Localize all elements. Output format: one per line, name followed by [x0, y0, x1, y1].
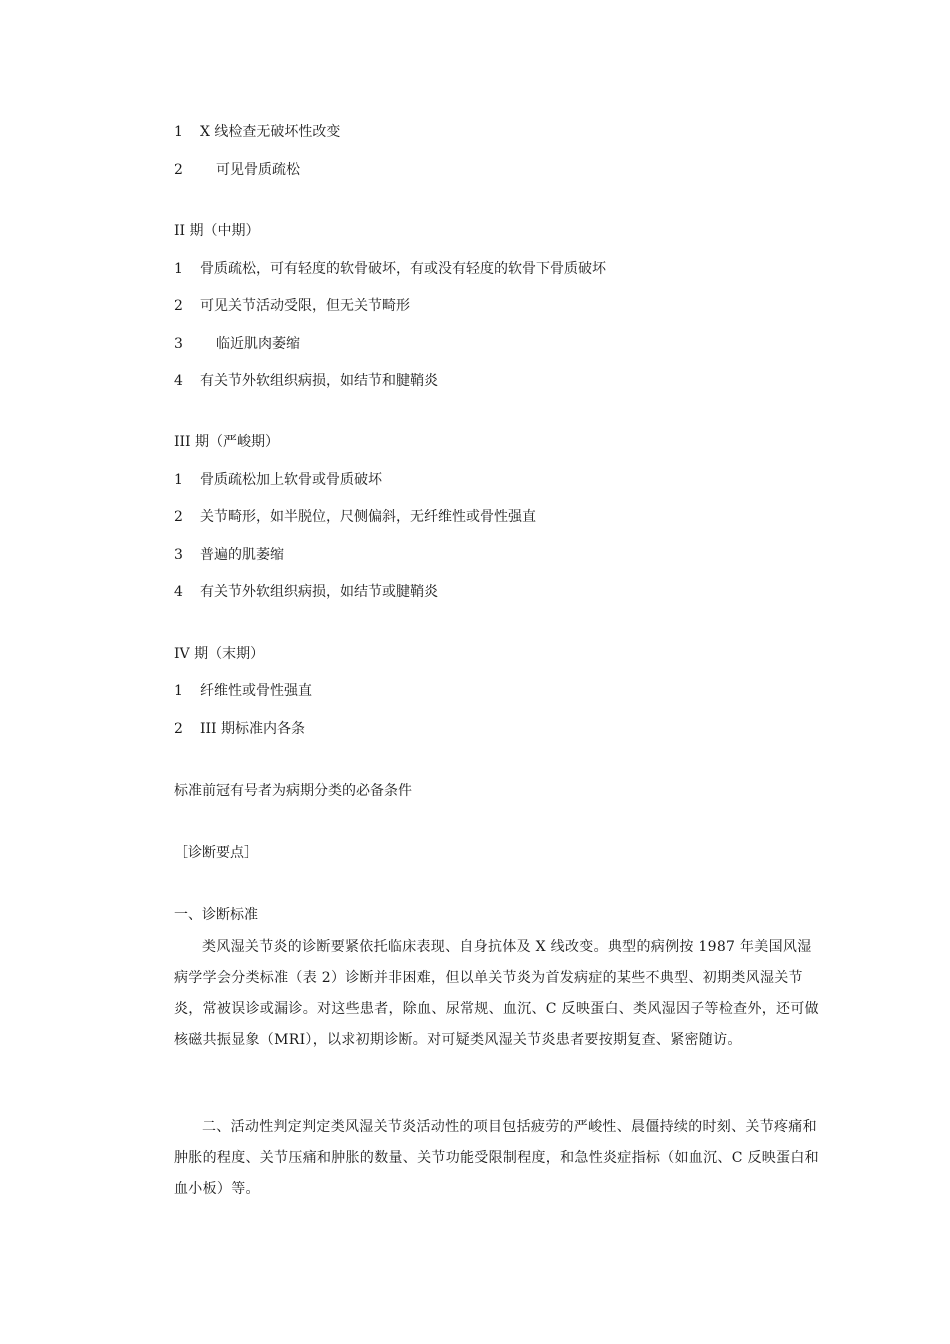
item-number: 2 — [174, 721, 183, 737]
stage2-title: II 期（中期） — [174, 223, 260, 239]
item-number: 1 — [174, 683, 183, 699]
stage1-item-2 — [174, 160, 300, 180]
item-number: 1 — [174, 124, 183, 140]
stage1-item-1 — [174, 122, 340, 142]
stage2-item-4 — [174, 371, 438, 391]
section1-paragraph: 类风湿关节炎的诊断要紧依托临床表现、自身抗体及 X 线改变。典型的病例按 1987 年美国风湿病学学会分类标准（表 2）诊断并非困难，但以单关节炎为首发病症的某些不典型、初期类风湿关节炎，常被误诊或漏诊。对这些患者，除血、尿常规、血沉、C 反映蛋白、类风湿因子等检查外，还可做核磁共振显象（MRI），以求初期诊断。对可疑类风湿关节炎患者要按期复查、紧密随访。 — [174, 939, 819, 1048]
item-number: 1 — [174, 472, 183, 488]
item-text: 骨质疏松加上软骨或骨质破坏 — [200, 472, 382, 488]
stage3-item-1 — [174, 470, 382, 490]
classification-note: 标准前冠有号者为病期分类的必备条件 — [174, 783, 412, 799]
stage3-item-2 — [174, 507, 536, 527]
item-text: 骨质疏松，可有轻度的软骨破坏，有或没有轻度的软骨下骨质破坏 — [200, 261, 606, 277]
item-number: 1 — [174, 261, 183, 277]
stage3-item-4 — [174, 582, 438, 602]
item-text: 临近肌肉萎缩 — [216, 336, 300, 352]
item-number: 4 — [174, 373, 183, 389]
stage3-item-3 — [174, 545, 284, 565]
item-text: 普遍的肌萎缩 — [200, 547, 284, 563]
section1-title: 一、诊断标准 — [174, 907, 258, 923]
item-text: III 期标准内各条 — [200, 721, 306, 737]
diagnosis-heading: ［诊断要点］ — [174, 845, 258, 861]
stage4-item-1 — [174, 681, 312, 701]
section2-paragraph: 二、活动性判定判定类风湿关节炎活动性的项目包括疲劳的严峻性、晨僵持续的时刻、关节疼痛和肿胀的程度、关节压痛和肿胀的数量、关节功能受限制程度，和急性炎症指标（如血沉、C 反映蛋白和血小板）等。 — [174, 1119, 819, 1197]
item-text: 关节畸形，如半脱位，尺侧偏斜，无纤维性或骨性强直 — [200, 509, 536, 525]
item-text: 可见关节活动受限，但无关节畸形 — [200, 298, 410, 314]
item-number: 3 — [174, 547, 183, 563]
stage2-item-3 — [174, 334, 300, 354]
item-text: 有关节外软组织病损，如结节和腱鞘炎 — [200, 373, 438, 389]
item-text: 纤维性或骨性强直 — [200, 683, 312, 699]
item-number: 2 — [174, 298, 183, 314]
item-number: 2 — [174, 509, 183, 525]
stage3-title: III 期（严峻期） — [174, 434, 280, 450]
item-text: 有关节外软组织病损，如结节或腱鞘炎 — [200, 584, 438, 600]
item-number: 3 — [174, 336, 183, 352]
stage4-title: IV 期（末期） — [174, 646, 265, 662]
stage2-item-2 — [174, 296, 410, 316]
item-text: 可见骨质疏松 — [216, 162, 300, 178]
item-number: 2 — [174, 162, 183, 178]
stage4-item-2 — [174, 719, 305, 739]
stage2-item-1 — [174, 259, 606, 279]
item-text: X 线检查无破坏性改变 — [200, 124, 341, 140]
item-number: 4 — [174, 584, 183, 600]
